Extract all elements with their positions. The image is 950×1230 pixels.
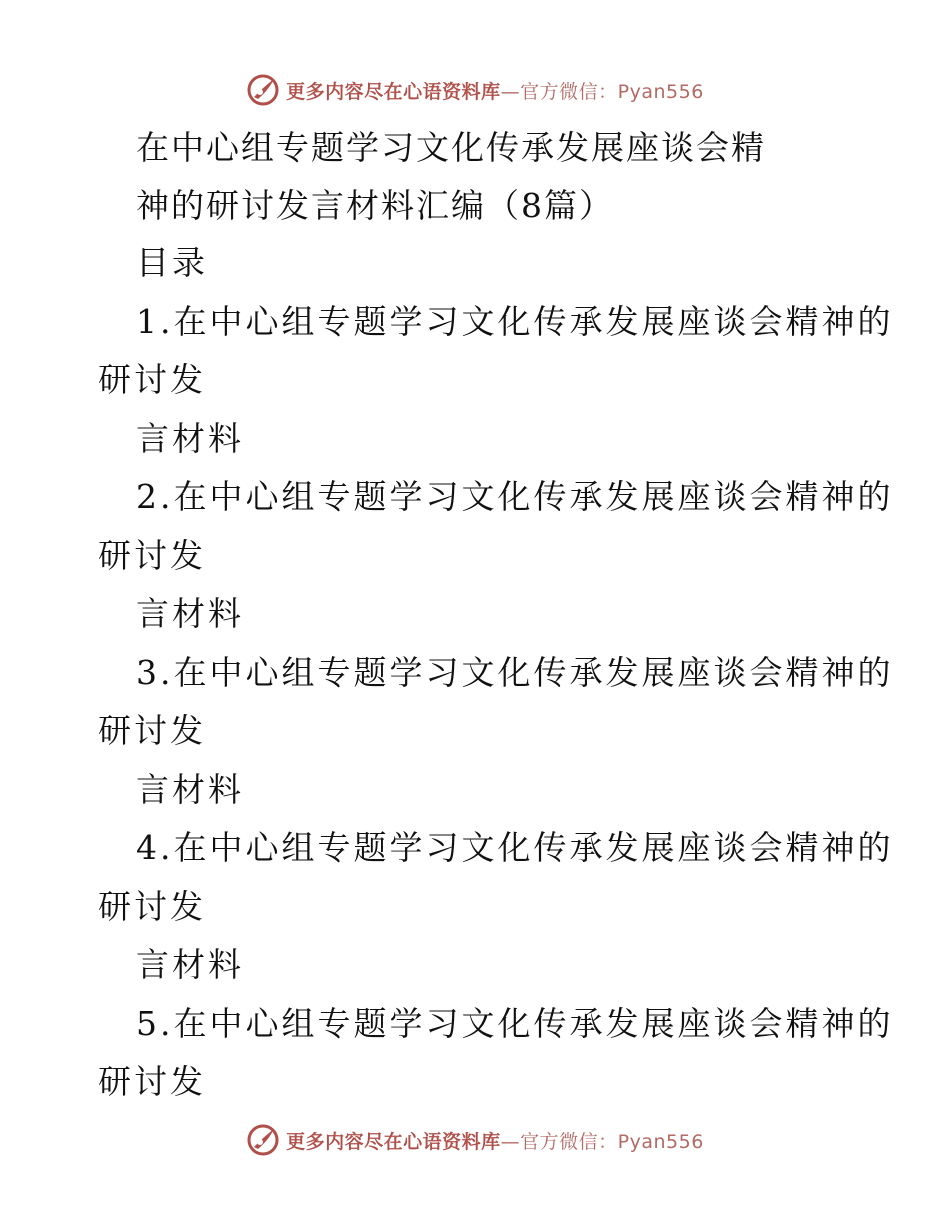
toc-item-5-line-1: 5.在中心组专题学习文化传承发展座谈会精神的 (136, 1004, 894, 1043)
toc-item-4-line-1: 4.在中心组专题学习文化传承发展座谈会精神的 (136, 828, 894, 867)
toc-item-1-line-3: 言材料 (136, 419, 244, 458)
footer-watermark (0, 1120, 950, 1160)
toc-item-2-line-3: 言材料 (136, 594, 244, 633)
toc-item-1-line-2: 研讨发 (98, 360, 206, 399)
document-title-line-1: 在中心组专题学习文化传承发展座谈会精 (136, 128, 766, 167)
toc-item-2-line-2: 研讨发 (98, 536, 206, 575)
toc-item-1-line-1: 1.在中心组专题学习文化传承发展座谈会精神的 (136, 302, 894, 341)
toc-item-5-line-2: 研讨发 (98, 1062, 206, 1101)
document-title-line-2: 神的研讨发言材料汇编（8篇） (136, 186, 614, 225)
quill-logo-icon (246, 73, 280, 107)
toc-item-3-line-1: 3.在中心组专题学习文化传承发展座谈会精神的 (136, 653, 894, 692)
toc-item-3-line-2: 研讨发 (98, 711, 206, 750)
toc-heading: 目录 (136, 243, 208, 282)
quill-logo-icon (246, 1123, 280, 1157)
toc-item-3-line-3: 言材料 (136, 770, 244, 809)
toc-item-2-line-1: 2.在中心组专题学习文化传承发展座谈会精神的 (136, 477, 894, 516)
watermark-text: 更多内容尽在心语资料库—官方微信：Pyan556 (286, 80, 704, 103)
watermark-text: 更多内容尽在心语资料库—官方微信：Pyan556 (286, 1130, 704, 1153)
toc-item-4-line-2: 研讨发 (98, 887, 206, 926)
header-watermark (0, 70, 950, 110)
toc-item-4-line-3: 言材料 (136, 945, 244, 984)
